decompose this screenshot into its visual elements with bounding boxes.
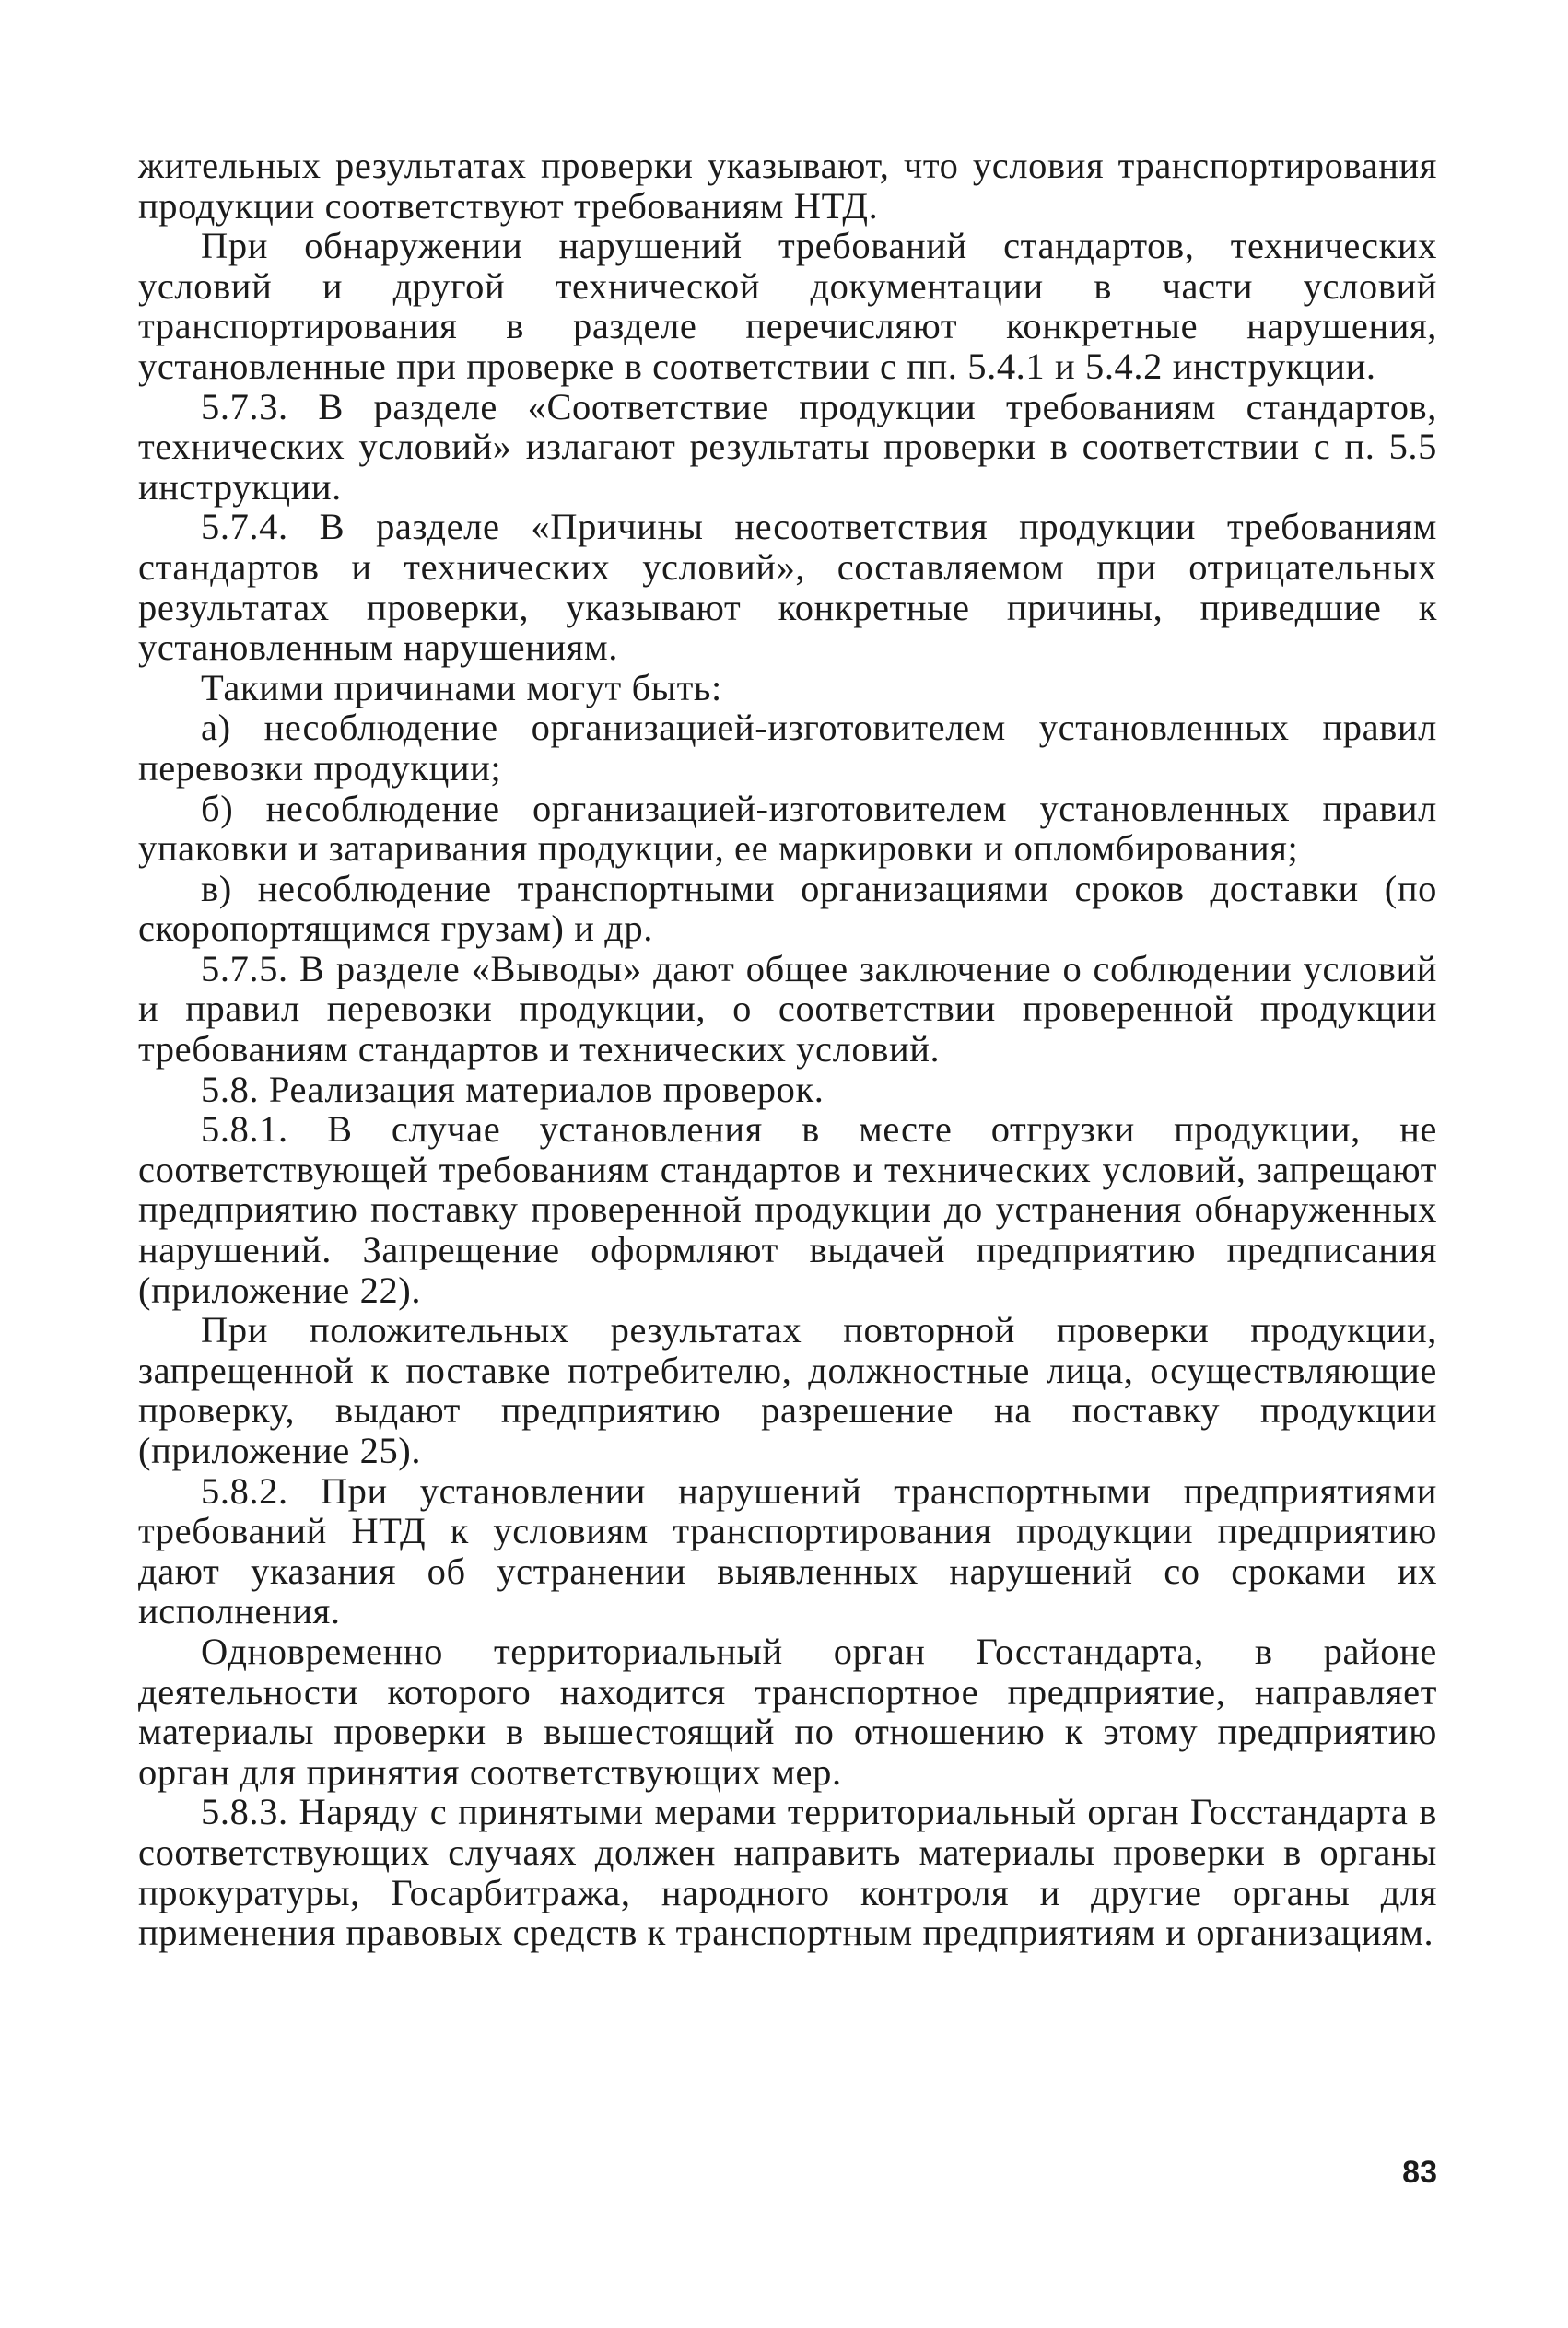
paragraph-5-8-1: 5.8.1. В случае установления в месте отгрузки продукции, не соответствующей требованиям стандартов и технических условий, запрещают предприятию поставку проверенной продукции до устранения обнаруженных нарушений. Запрещение оформляют выдачей предприятию предписания (приложение 22). <box>138 1108 1437 1311</box>
paragraph-5-7-3: 5.7.3. В разделе «Соответствие продукции требованиям стандартов, технических условий» излагают результаты проверки в соответствии с п. 5.5 инструкции. <box>138 385 1437 508</box>
paragraph-simultaneously: Одновременно территориальный орган Госстандарта, в районе деятельности которого находится транспортное предприятие, направляет материалы проверки в вышестоящий по отношению к этому предприятию орган для принятия соответствующих мер. <box>138 1630 1437 1793</box>
page-number: 83 <box>1402 2155 1437 2190</box>
body-text <box>138 146 1437 1953</box>
paragraph-such-reasons: Такими причинами могут быть: <box>201 666 722 708</box>
list-item-v: в) несоблюдение транспортными организациями сроков доставки (по скоропортящимся грузам) и др. <box>138 867 1437 950</box>
paragraph-violations-found: При обнаружении нарушений требований стандартов, технических условий и другой технической документации в части условий транспортирования в разделе перечисляют конкретные нарушения, установленные при проверке в соответствии с пп. 5.4.1 и 5.4.2 инструкции. <box>138 225 1437 387</box>
paragraph-5-8-3: 5.8.3. Наряду с принятыми мерами территориальный орган Госстандарта в соответствующих случаях должен направить материалы проверки в органы прокуратуры, Госарбитража, народного контроля и другие органы для применения правовых средств к транспортным предприятиям и организациям. <box>138 1791 1437 1954</box>
paragraph-5-7-5: 5.7.5. В разделе «Выводы» дают общее заключение о соблюдении условий и правил перевозки продукции, о соответствии проверенной продукции требованиям стандартов и технических условий. <box>138 947 1437 1070</box>
list-item-b: б) несоблюдение организацией-изготовителем установленных правил упаковки и затаривания продукции, ее маркировки и опломбирования; <box>138 787 1437 870</box>
paragraph-positive-recheck: При положительных результатах повторной проверки продукции, запрещенной к поставке потребителю, должностные лица, осуществляющие проверку, выдают предприятию разрешение на поставку продукции (приложение 25). <box>138 1309 1437 1471</box>
paragraph-5-7-4: 5.7.4. В разделе «Причины несоответствия продукции требованиям стандартов и технических условий», составляемом при отрицательных результатах проверки, указывают конкретные причины, приведшие к установленным нарушениям. <box>138 506 1437 669</box>
paragraph-5-8-2: 5.8.2. При установлении нарушений транспортными предприятиями требований НТД к условиям транспортирования продукции предприятию дают указания об устранении выявленных нарушений со сроками их исполнения. <box>138 1469 1437 1632</box>
list-item-a: а) несоблюдение организацией-изготовителем установленных правил перевозки продукции; <box>138 707 1437 789</box>
paragraph-continued-transport-conditions: жительных результатах проверки указывают, что условия транспортирования продукции соответствуют требованиям НТД. <box>138 145 1437 227</box>
paragraph-5-8: 5.8. Реализация материалов проверок. <box>201 1068 825 1110</box>
